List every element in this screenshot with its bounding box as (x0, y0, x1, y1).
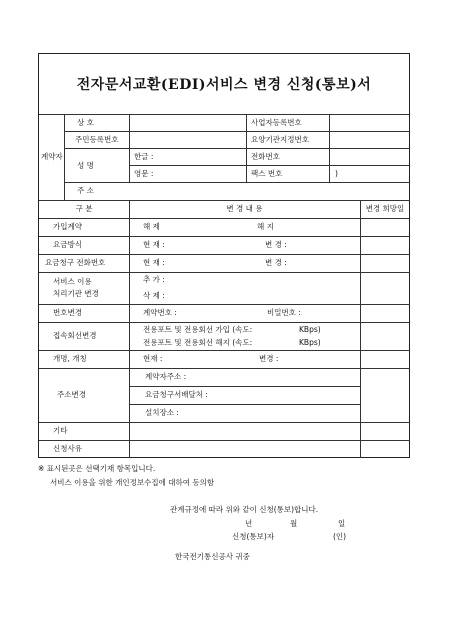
row-service-label-2: 처리기관 변경 (53, 289, 99, 298)
row-etc-label: 기타 (53, 426, 68, 435)
divider (129, 114, 130, 182)
fax-mark: ) (335, 169, 338, 178)
row-addr-c: 설치장소 : (145, 408, 179, 417)
row-line-b: 전용포트 및 전용회선 해지 (속도: (143, 338, 253, 347)
edi-change-form (38, 53, 410, 458)
divider (64, 148, 410, 149)
row-addr-b: 요금청구서배달처 : (145, 390, 208, 399)
row-rate-b: 변 경 : (265, 240, 287, 249)
row-pw-label: 번호변경 (53, 308, 82, 317)
row-service-label-1: 서비스 이용 (53, 277, 92, 286)
header-date: 변경 희망일 (365, 204, 405, 213)
row-rate-label: 요금방식 (53, 240, 82, 249)
company-label: 상 호 (77, 118, 94, 127)
row-join-b: 해 지 (257, 222, 274, 231)
address-label: 주 소 (77, 186, 94, 195)
note-optional: ※ 표시된곳은 선택기재 항목입니다. (38, 464, 156, 473)
row-reason-label: 신청사유 (53, 444, 82, 453)
divider (129, 404, 360, 405)
divider (39, 218, 410, 219)
date-year: 년 (245, 519, 253, 528)
row-bill-phone-a: 현 재 : (143, 258, 165, 267)
date-day: 일 (338, 519, 346, 528)
divider (129, 386, 360, 387)
row-pw-b: 비밀번호 : (267, 308, 301, 317)
row-service-a: 추 가 : (143, 275, 165, 284)
divider (246, 114, 247, 182)
row-line-b-unit: KBps) (299, 338, 321, 347)
row-addr-a: 계약자주소 : (145, 372, 187, 381)
divider (329, 114, 330, 182)
row-line-a: 전용포트 및 전용회선 가입 (속도: (143, 325, 253, 334)
seal-mark: (인) (333, 532, 347, 541)
row-rename-label: 개명, 개칭 (53, 354, 87, 363)
korean-name-label: 한글 : (134, 152, 154, 161)
row-bill-phone-b: 변 경 : (265, 258, 287, 267)
divider (64, 114, 65, 200)
row-pw-a: 계약번호 : (143, 308, 177, 317)
row-line-a-unit: KBps) (299, 325, 321, 334)
divider (39, 440, 410, 441)
divider (39, 368, 410, 369)
name-label: 성 명 (77, 161, 94, 170)
row-rename-b: 변경 : (259, 354, 279, 363)
row-rate-a: 현 재 : (143, 240, 165, 249)
note-declaration: 관계규정에 따라 위와 같이 신청(통보)합니다. (170, 505, 319, 514)
divider (360, 200, 361, 458)
divider (129, 165, 410, 166)
row-join-a: 해 제 (143, 222, 160, 231)
divider (39, 236, 410, 237)
resident-no-label: 주민등록번호 (75, 135, 119, 144)
header-content: 변 경 내 용 (226, 204, 263, 213)
phone-label: 전화번호 (251, 152, 280, 161)
biz-reg-label: 사업자등록번호 (251, 118, 302, 127)
divider (39, 304, 410, 305)
note-consent: 서비스 이용을 위한 개인정보수집에 대하여 동의함 (50, 478, 215, 487)
row-rename-a: 현재 : (143, 354, 163, 363)
divider (39, 114, 410, 115)
contractor-label: 계약자 (41, 152, 63, 161)
divider (39, 322, 410, 323)
row-line-label: 접속회선변경 (53, 331, 97, 340)
recipient: 한국전기통신공사 귀중 (175, 552, 250, 561)
row-bill-phone-label: 요금청구 전화번호 (45, 258, 106, 267)
row-service-b: 삭 제 : (143, 291, 165, 300)
header-category: 구 분 (75, 204, 93, 213)
row-addr-label: 주소변경 (57, 390, 86, 399)
fax-label: 팩스 번호 (251, 169, 283, 178)
divider (39, 254, 410, 255)
divider (39, 350, 410, 351)
divider (64, 131, 410, 132)
english-name-label: 영문 : (134, 169, 154, 178)
billing-no-label: 요양기관지정번호 (251, 135, 309, 144)
applicant-label: 신청(통보)자 (232, 532, 275, 541)
divider (39, 422, 410, 423)
form-title: 전자문서교환(EDI)서비스 변경 신청(통보)서 (76, 77, 372, 93)
divider (39, 272, 410, 273)
divider (64, 182, 410, 183)
divider (129, 200, 130, 458)
date-month: 월 (290, 519, 298, 528)
divider (39, 200, 410, 201)
row-join-label: 가입계약 (53, 222, 82, 231)
